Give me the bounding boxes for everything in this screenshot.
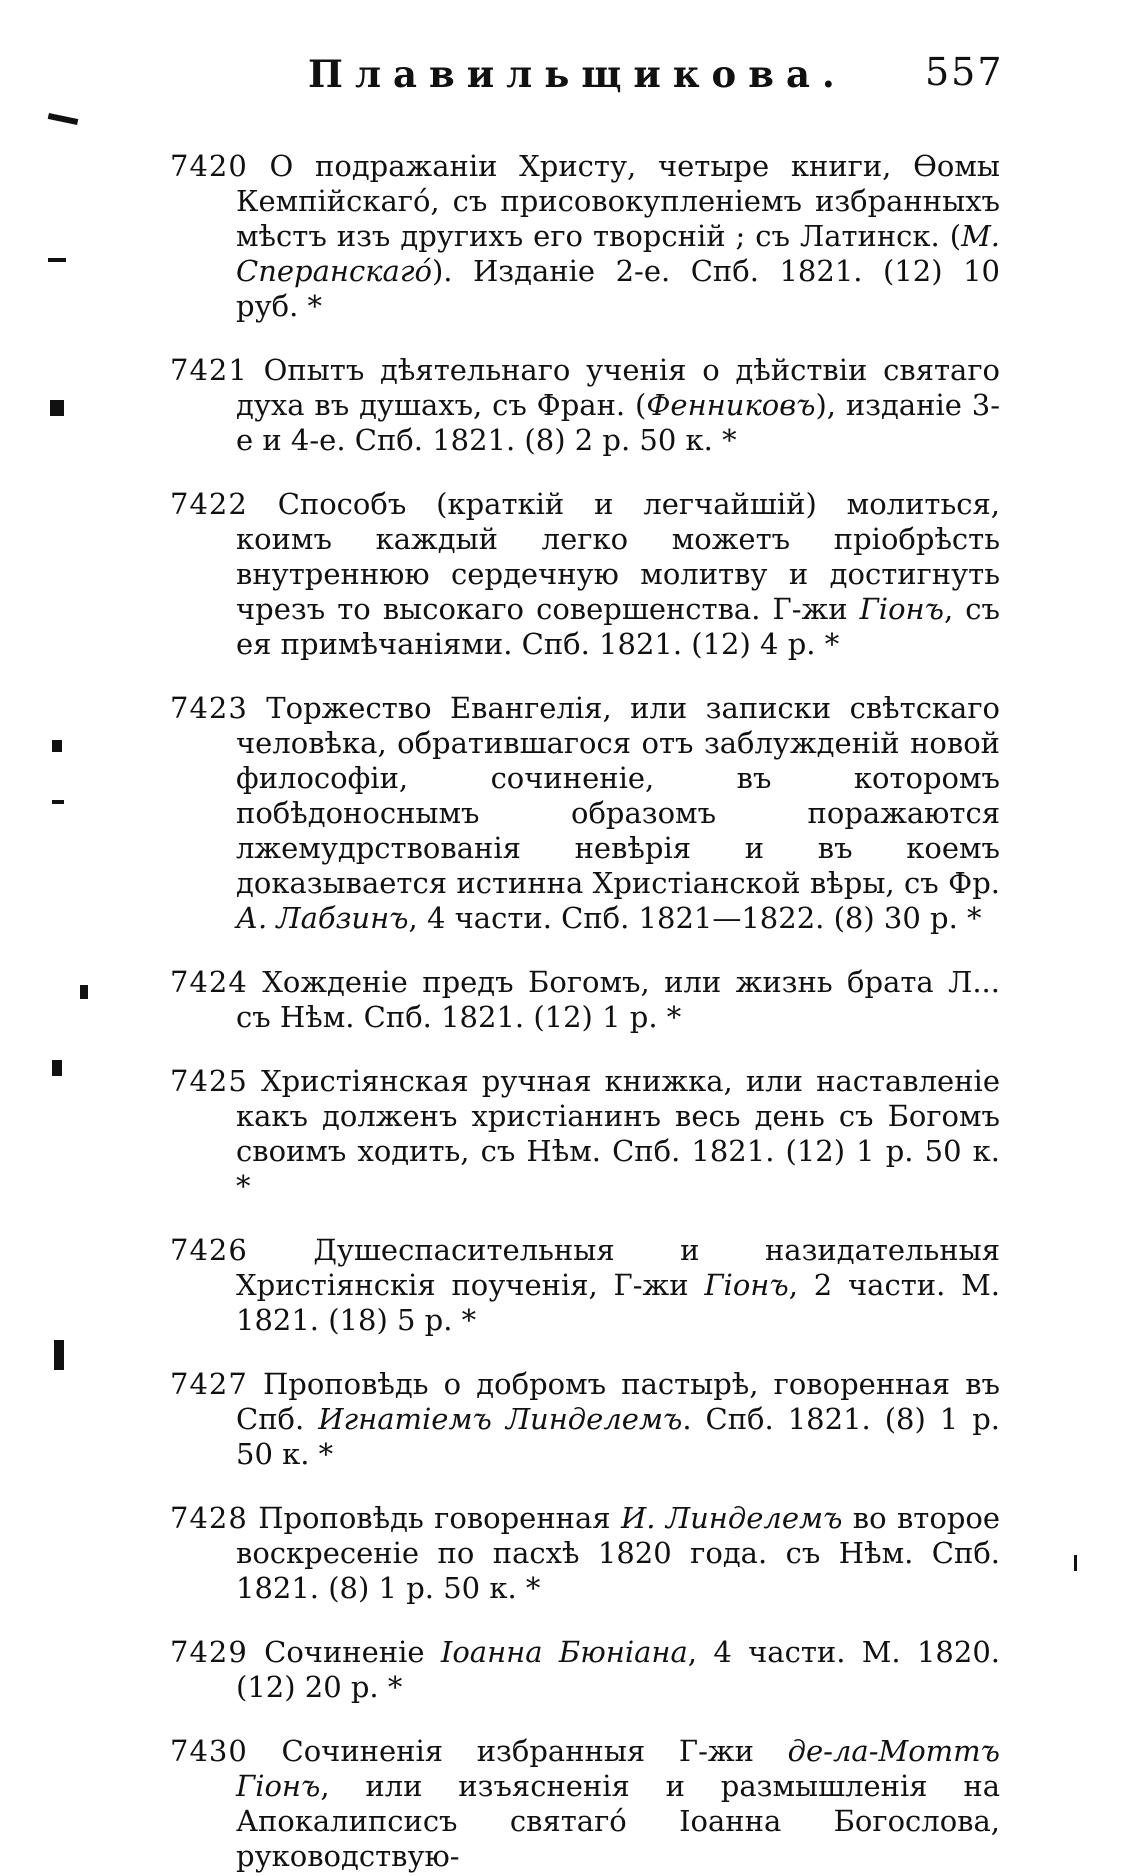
entry-text: Душеспасительныя и назидательныя Христіянскія поученія, Г-жи	[236, 1233, 1000, 1302]
entry-text: Проповѣдь о добромъ пастырѣ, говоренная въ Спб.	[236, 1367, 1000, 1436]
page-number: 557	[925, 50, 1004, 94]
margin-mark	[48, 258, 66, 262]
entry-author: Гіонъ	[704, 1268, 789, 1302]
entry-number: 7422	[170, 487, 248, 521]
entry-text: О подражаніи Христу, четыре книги, Ѳомы Кемпійскагó, съ присовокупленіемъ избранныхъ мѣстъ изъ другихъ его творсній ; съ Латинск. (	[236, 149, 1000, 253]
entry-author: А. Лабзинъ	[236, 901, 409, 935]
entry-text: Сочиненія избранныя Г-жи	[247, 1734, 788, 1768]
catalog-entry	[170, 691, 1000, 936]
entry-text: Проповѣдь говоренная	[247, 1501, 621, 1535]
entry-author: М. Сперанскагó	[236, 219, 1000, 288]
entry-number: 7426	[170, 1233, 248, 1267]
entry-text: , съ ея примѣчаніями. Спб. 1821. (12) 4 р. *	[236, 592, 1000, 661]
entry-author: Іоанна Бюніана	[440, 1635, 688, 1669]
catalog-entry	[170, 1367, 1000, 1472]
entry-number: 7424	[170, 965, 248, 999]
entry-text: , 4 части. М. 1820. (12) 20 р. *	[236, 1635, 1000, 1704]
entry-author: Гіонъ	[859, 592, 944, 626]
entry-text: , 2 части. М. 1821. (18) 5 р. *	[236, 1268, 1000, 1337]
margin-mark	[52, 740, 62, 752]
entry-text: , или изъясненія и размышленія на Апокалипсисъ святагó Іоанна Богослова, руководствую-	[236, 1769, 1000, 1873]
entry-number: 7421	[170, 353, 248, 387]
entry-number: 7427	[170, 1367, 248, 1401]
margin-mark	[50, 400, 64, 416]
catalog-entry	[170, 1734, 1000, 1874]
entry-text: ). Изданіе 2-е. Спб. 1821. (12) 10 руб. *	[236, 254, 1000, 323]
margin-mark	[80, 985, 88, 999]
margin-mark	[48, 113, 79, 125]
catalog-entry	[170, 1635, 1000, 1705]
entry-author: Фенниковъ	[646, 388, 816, 422]
catalog-entries	[170, 120, 1000, 1876]
catalog-entry	[170, 487, 1000, 662]
entry-text: . Спб. 1821. (8) 1 р. 50 к. *	[236, 1402, 1000, 1471]
entry-author: де-ла-Моттъ Гіонъ	[236, 1734, 1000, 1803]
entry-number: 7425	[170, 1064, 248, 1098]
entry-text: Опытъ дѣятельнаго ученія о дѣйствіи святаго духа въ душахъ, съ Фран. (	[236, 353, 1000, 422]
entry-number: 7428	[170, 1501, 248, 1535]
margin-mark	[52, 1060, 62, 1076]
catalog-entry	[170, 149, 1000, 324]
entry-author: Игнатіемъ Линделемъ	[318, 1402, 683, 1436]
catalog-entry	[170, 1064, 1000, 1204]
entry-text: Хожденіе предъ Богомъ, или жизнь брата Л... съ Нѣм. Спб. 1821. (12) 1 р. *	[236, 965, 1000, 1034]
entry-text: Способъ (краткій и легчайшій) молиться, коимъ каждый легко можетъ пріобрѣсть внутреннюю сердечную молитву и достигнуть чрезъ то высокаго совершенства. Г-жи	[236, 487, 1000, 626]
catalog-entry	[170, 353, 1000, 458]
entry-number: 7420	[170, 149, 248, 183]
margin-mark	[52, 800, 64, 804]
entry-text: Сочиненіе	[247, 1635, 441, 1669]
entry-number: 7429	[170, 1635, 248, 1669]
entry-text: Христіянская ручная книжка, или наставленіе какъ долженъ христіанинъ весь день съ Богомъ своимъ ходить, съ Нѣм. Спб. 1821. (12) 1 р. 50 к. *	[236, 1064, 1000, 1203]
margin-mark	[1074, 1555, 1077, 1571]
catalog-entry	[170, 1501, 1000, 1606]
entry-text: ), изданіе 3-е и 4-е. Спб. 1821. (8) 2 р. 50 к. *	[236, 388, 1000, 457]
entry-text: во второе воскресеніе по пасхѣ 1820 года. съ Нѣм. Спб. 1821. (8) 1 р. 50 к. *	[236, 1501, 1000, 1605]
catalog-entry	[170, 1233, 1000, 1338]
entry-number: 7430	[170, 1734, 248, 1768]
entry-text: , 4 части. Спб. 1821—1822. (8) 30 р. *	[408, 901, 982, 935]
entry-text: Торжество Евангелія, или записки свѣтскаго человѣка, обратившагося отъ заблужденій новой философіи, сочиненіе, въ которомъ побѣдоноснымъ образомъ поражаются лжемудрствованія невѣрія и въ коемъ доказывается истинна Христіанской вѣры, съ Фр.	[236, 691, 1000, 900]
running-head: Плавильщикова.	[308, 52, 847, 96]
margin-mark	[54, 1340, 64, 1370]
entry-author: И. Линделемъ	[620, 1501, 843, 1535]
catalog-entry	[170, 965, 1000, 1035]
entry-number: 7423	[170, 691, 248, 725]
